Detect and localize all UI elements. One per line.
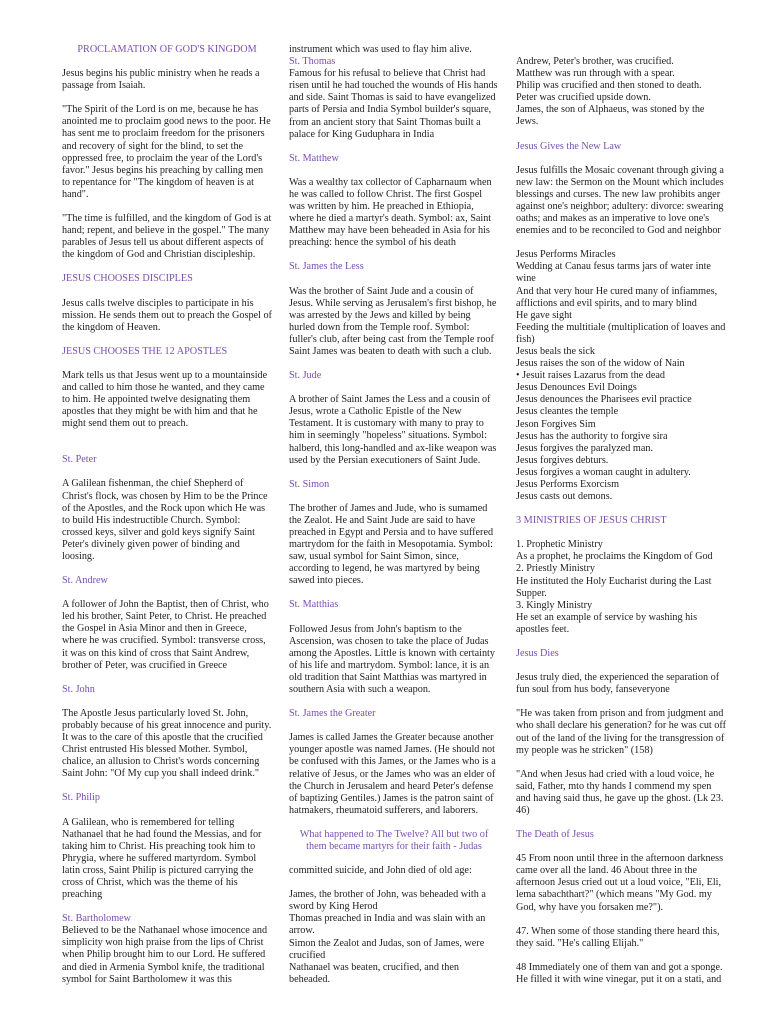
heading-chooses-disciples: JESUS CHOOSES DISCIPLES	[62, 273, 193, 285]
column-middle	[289, 44, 499, 986]
heading-ministries: 3 MINISTRIES OF JESUS CHRIST	[516, 515, 667, 527]
miracle-line: • Jesuit raises Lazarus from the dead	[516, 370, 665, 382]
miracle-line: Jeson Forgives Sim	[516, 418, 596, 430]
fate-line: Simon the Zealot and Judas, son of James, were crucified	[289, 937, 485, 961]
miracle-line: And that very hour He cured many of infiammes, afflictions and evil spirits, and to mary blind	[516, 285, 718, 309]
fate-line: Andrew, Peter's brother, was crucified.	[516, 56, 674, 67]
heading-death-of-jesus: The Death of Jesus	[516, 829, 594, 841]
miracle-line: Jesus forgives the paralyzed man.	[516, 442, 654, 454]
miracle-line: Jesus denounces the Pharisees evil practice	[516, 394, 692, 406]
heading-new-law: Jesus Gives the New Law	[516, 140, 622, 152]
heading-st-philip: St. Philip	[62, 792, 100, 804]
paragraph-st-philip: A Galilean, who is remembered for telling Nathanael that he had found the Messias, and for taking him to Christ. His preaching took him to Phrygia, where he suffered martyrdom. Symbol latin cross, Saint Philip is pictured carrying the cross of Christ, which was the theme of his preaching	[62, 816, 262, 901]
paragraph-st-simon: The brother of James and Jude, who is sumamed the Zealot. He and Saint Jude are said to have preached in Egypt and Persia and to have suffered martrydom for the faith in Mesopotamia. Symbol: saw, usual symbol for Saint Simon, since, according to legend, he was martyred by being sawed into pieces.	[289, 502, 494, 587]
ministry-line: He set an example of service by washing his apostles feet.	[516, 611, 698, 635]
miracle-line: Wedding at Canau fesus tarms jars of water inte wine	[516, 261, 711, 285]
paragraph-st-peter: A Galilean fishenman, the chief Shepherd of Christ's flock, was chosen by Him to be the Prince of the Apostles, and the Rock upon which He was to build His indestructible Church. Symbol: crossed keys, silver and gold keys signify Saint Peter's divinely given power of binding and loosing.	[62, 478, 268, 562]
fate-line: James, the son of Alphaeus, was stoned by the Jews.	[516, 104, 705, 128]
fate-line: Nathanael was beaten, crucified, and then beheaded.	[289, 961, 459, 985]
heading-twelve-apostles: JESUS CHOOSES THE 12 APOSTLES	[62, 345, 228, 357]
heading-proclamation: PROCLAMATION OF GOD'S KINGDOM	[77, 44, 257, 55]
heading-st-andrew: St. Andrew	[62, 575, 108, 587]
paragraph-st-matthew: Was a wealthy tax collector of Capharnaum when he was called to follow Christ. The first Gospel was written by him. He preached in Ethiopia, where he died a martyr's death. Symbol: ax, Saint Matthew may have been beheaded in Asia for his preaching: hence the symbol of his death	[289, 176, 492, 249]
miracle-line: Jesus casts out demons.	[516, 491, 613, 503]
paragraph-verse-48: 48 Immediately one of them van and got a sponge. He filled it with wine vinegar, put it on a stati, and	[516, 961, 723, 985]
ministry-line: As a prophet, he proclaims the Kingdom of God	[516, 551, 713, 563]
paragraph-st-james-less: Was the brother of Saint Jude and a cousin of Jesus. While serving as Jerusalem's first bishop, he was arrested by the Jews and killed by being hurled down from the Temple roof. Symbol: fuller's club, after being cast from the Temple roof Saint James was beaten to death with such a club.	[289, 285, 497, 357]
paragraph-spirit: "The Spirit of the Lord is on me, because he has anointed me to proclaim good news to the poor. He has sent me to proclaim freedom for the prisoners and recovery of sight for the blind, to set the oppressed free, to proclaim the year of the Lord's favor." Jesus begins his preaching by calling men to repentance for "The kingdom of heaven is at hand".	[62, 104, 271, 200]
paragraph-verse-45: 45 From noon until three in the afternoon darkness came over all the land. 46 About three in the afternoon Jesus cried out ut a loud voice, "Eli, Eli, lema sabachthart?" (which means "My God. my God, why have you forsaken me?").	[516, 853, 724, 913]
heading-st-james-less: St. James the Less	[289, 261, 364, 273]
paragraph-st-thomas: Famous for his refusal to believe that Christ had risen until he had touched the wounds of His hands and side. Saint Thomas is said to have evangelized parts of Persia and India Symbol builder's square, from an ancient story that Saint Thomas built a palace for King Guduphara in India	[289, 68, 498, 140]
ministry-line: 2. Priestly Ministry	[516, 563, 595, 575]
heading-st-james-greater: St. James the Greater	[289, 708, 376, 720]
miracle-line: Jesus raises the son of the widow of Nain	[516, 358, 685, 370]
miracle-line: Feeding the multitiale (multiplication of loaves and fish)	[516, 321, 726, 345]
paragraph-new-law: Jesus fulfills the Mosaic covenant through giving a new law: the Sermon on the Mount which includes blessings and curses. The new law prohibits anger against one's neighbor; adultery: divorce: swearing oaths; and makes as an imperative to love one's enemies and to be reconciled to God and neighbor	[516, 164, 724, 237]
miracle-line: He gave sight	[516, 309, 573, 321]
fate-line: Philip was crucified and then stoned to death.	[516, 80, 702, 92]
heading-what-happened: What happened to The Twelve? All but two of them became martyrs for their faith - Judas	[299, 828, 489, 852]
heading-st-john: St. John	[62, 683, 95, 695]
heading-st-matthew: St. Matthew	[289, 152, 339, 164]
ministry-line: He instituted the Holy Eucharist during the Last Supper.	[516, 575, 712, 599]
paragraph-calls: Jesus calls twelve disciples to participate in his mission. He sends them out to preach the Gospel of the kingdom of Heaven.	[62, 297, 272, 333]
heading-st-matthias: St. Matthias	[289, 599, 339, 611]
miracle-line: Jesus Performs Miracles	[516, 249, 616, 261]
paragraph-st-bartholomew: Believed to be the Nathanael whose imocence and simplicity won high praise from the lips of Christ when Philip brought him to our Lord. He suffered and died in Armenia Symbol knife, the traditional symbol for Saint Bartholomew it was this	[62, 925, 268, 985]
paragraph-time: "The time is fulfilled, and the kingdom of God is at hand; repent, and believe in the gospel." The many parables of Jesus tell us about different aspects of the kingdom of God and Christian discipleship.	[62, 213, 272, 261]
paragraph-st-matthias: Followed Jesus from John's baptism to the Ascension, was chosen to take the place of Judas among the Apostles. Little is known with certainty of his life and martrydom. Symbol: lance, it is an old tradition that Saint Matthias was martyred in southern Asia with such a weapon.	[289, 623, 495, 696]
miracle-line: Jesus forgives a woman caught in adultery.	[516, 466, 691, 478]
paragraph-st-james-greater: James is called James the Greater because another younger apostle was named James. (He should not be confused with this James, or the James who is a relative of Jesus, or the James who was an elder of the Church in Jerusalem and heard Peter's defense of baptizing Gentiles.) James is the patron saint of hatmakers, rheumatoid sufferers, and laborers.	[289, 732, 496, 816]
column-right	[516, 44, 726, 986]
paragraph-st-andrew: A follower of John the Baptist, then of Christ, who led his brother, Saint Peter, to Christ. He preached the Gospel in Asia Minor and then in Greece, where he was crucified. Symbol: transverse cross, it was on this kind of cross that Saint Andrew, brother of Peter, was crucified in Greece	[62, 599, 269, 671]
miracle-line: Jesus cleantes the temple	[516, 406, 619, 418]
paragraph-mark: Mark tells us that Jesus went up to a mountainside and called to him those he wanted, and they came to him. He appointed twelve designating them apostles that they might be with him and that he might send them out to preach.	[62, 369, 268, 430]
miracle-line: Jesus has the authority to forgive sira	[516, 430, 668, 442]
fate-line: James, the brother of John, was beheaded with a sword by King Herod	[289, 889, 486, 913]
miracle-line: Jesus beals the sick	[516, 345, 595, 357]
fate-line: Thomas preached in India and was slain with an arrow.	[289, 913, 486, 937]
heading-st-thomas: St. Thomas	[289, 56, 336, 68]
paragraph-jesus-dies: Jesus truly died, the experienced the separation of fun soul from hus body, fanseveryone	[516, 672, 720, 696]
heading-st-bartholomew: St. Bartholomew	[62, 913, 132, 925]
miracle-line: Jesus Performs Exorcism	[516, 479, 619, 490]
heading-st-simon: St. Simon	[289, 478, 330, 490]
column-left	[62, 44, 272, 986]
paragraph-suicide: committed suicide, and John died of old age:	[289, 865, 472, 877]
paragraph-st-jude: A brother of Saint James the Less and a cousin of Jesus, wrote a Catholic Epistle of the New Testament. It is customary with many to pray to him in seemingly "hopeless" situations. Symbol: halberd, this long-handled and ax-like weapon was used by the Persian executioners of Saint Jude.	[289, 394, 497, 466]
fate-line: Matthew was run through with a spear.	[516, 68, 675, 80]
fate-line: Peter was crucified upside down.	[516, 92, 651, 104]
ministry-line: 3. Kingly Ministry	[516, 599, 593, 611]
miracle-line: Jesus Denounces Evil Doings	[516, 382, 637, 394]
ministry-line: 1. Prophetic Ministry	[516, 539, 603, 551]
paragraph-ministry: Jesus begins his public ministry when he reads a passage from Isaiah.	[62, 68, 260, 92]
paragraph-cried: "And when Jesus had cried with a loud voice, he said, Father, mto thy hands I commend my spen and having said thus, he gave up the ghost. (Lk 23. 46)	[516, 768, 724, 816]
heading-st-peter: St. Peter	[62, 454, 97, 466]
paragraph-flay: instrument which was used to flay him alive.	[289, 44, 472, 55]
heading-st-jude: St. Jude	[289, 370, 322, 382]
miracle-line: Jesus forgives debturs.	[516, 454, 609, 466]
paragraph-st-john: The Apostle Jesus particularly loved St. John, probably because of his great innocence and purity. It was to the care of this apostle that the crucified Christ entrusted His blessed Mother. Symbol, chalice, an allusion to Christ's words concerning Saint John: "Of My cup you shall indeed drink."	[62, 707, 272, 780]
heading-jesus-dies: Jesus Dies	[516, 648, 559, 660]
paragraph-verse-47: 47. When some of those standing there heard this, they said. "He's calling Elijah."	[516, 925, 720, 949]
paragraph-taken: "He was taken from prison and from judgment and who shall declare his generation? for he was cut off out of the land of the living for the transgression of my people was he stricken" (158)	[516, 708, 726, 756]
